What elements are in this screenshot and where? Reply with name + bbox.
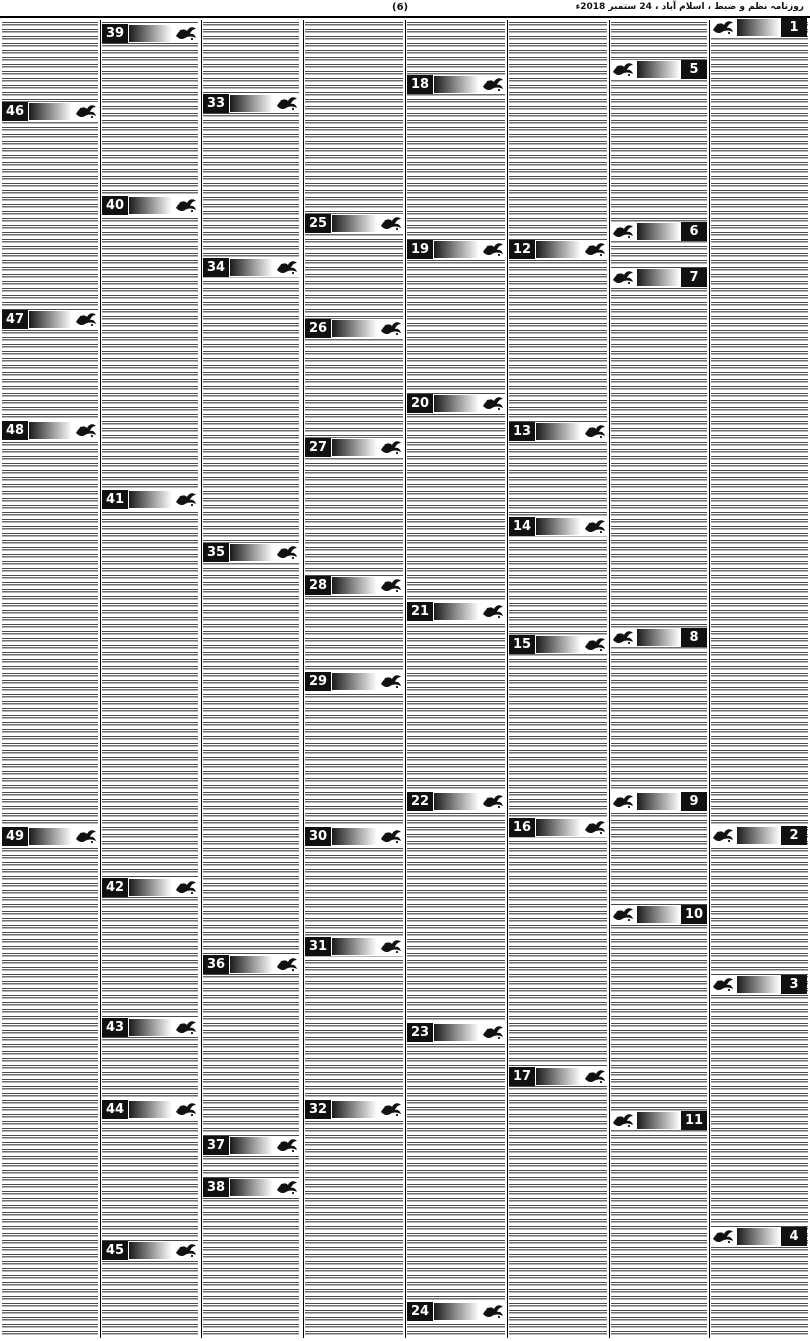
notice-number: 43	[102, 1018, 128, 1037]
notice-number: 7	[681, 268, 707, 287]
notice-number: 32	[305, 1100, 331, 1119]
floral-ornament-icon	[481, 1024, 505, 1041]
notice-number: 36	[203, 955, 229, 974]
column-rule	[709, 20, 710, 1338]
heading-gradient-band	[434, 1303, 479, 1320]
notice-heading-2	[711, 826, 807, 845]
heading-gradient-band	[332, 577, 377, 594]
floral-ornament-icon	[174, 491, 198, 508]
notice-heading-26	[305, 319, 403, 338]
notice-heading-27	[305, 438, 403, 457]
notice-number: 29	[305, 672, 331, 691]
heading-gradient-band	[129, 879, 172, 896]
column-rule	[201, 20, 202, 1338]
heading-gradient-band	[230, 95, 273, 112]
heading-gradient-band	[536, 423, 581, 440]
page-header	[0, 0, 810, 18]
column-rule	[609, 20, 610, 1338]
heading-gradient-band	[637, 629, 680, 646]
notice-heading-1	[711, 18, 807, 37]
masthead: روزنامہ نظم و ضبط ، اسلام آباد ، 24 ستمبر 2018ء	[575, 2, 804, 12]
heading-gradient-band	[129, 197, 172, 214]
notice-heading-3	[711, 975, 807, 994]
floral-ornament-icon	[174, 879, 198, 896]
floral-ornament-icon	[275, 259, 299, 276]
notice-number: 27	[305, 438, 331, 457]
floral-ornament-icon	[379, 938, 403, 955]
notice-heading-34	[203, 258, 299, 277]
notice-heading-25	[305, 214, 403, 233]
column-rule	[507, 20, 508, 1338]
text-column-6	[509, 20, 607, 1338]
heading-gradient-band	[637, 61, 680, 78]
notice-heading-37	[203, 1136, 299, 1155]
notice-number: 37	[203, 1136, 229, 1155]
notice-heading-29	[305, 672, 403, 691]
heading-gradient-band	[536, 1068, 581, 1085]
notice-heading-36	[203, 955, 299, 974]
notice-heading-38	[203, 1178, 299, 1197]
notice-number: 35	[203, 543, 229, 562]
floral-ornament-icon	[611, 223, 635, 240]
floral-ornament-icon	[611, 1112, 635, 1129]
heading-gradient-band	[536, 636, 581, 653]
notice-number: 41	[102, 490, 128, 509]
floral-ornament-icon	[174, 1019, 198, 1036]
heading-gradient-band	[637, 793, 680, 810]
notice-number: 6	[681, 222, 707, 241]
notice-heading-11	[611, 1111, 707, 1130]
floral-ornament-icon	[583, 819, 607, 836]
notice-heading-15	[509, 635, 607, 654]
floral-ornament-icon	[379, 828, 403, 845]
notice-heading-48	[2, 421, 98, 440]
column-rule	[303, 20, 304, 1338]
heading-gradient-band	[434, 76, 479, 93]
notice-number: 47	[2, 310, 28, 329]
floral-ornament-icon	[74, 828, 98, 845]
heading-gradient-band	[29, 103, 72, 120]
notice-number: 28	[305, 576, 331, 595]
floral-ornament-icon	[275, 544, 299, 561]
heading-gradient-band	[230, 1137, 273, 1154]
text-column-5	[407, 20, 505, 1338]
floral-ornament-icon	[481, 603, 505, 620]
floral-ornament-icon	[481, 793, 505, 810]
notice-number: 18	[407, 75, 433, 94]
floral-ornament-icon	[174, 25, 198, 42]
notice-number: 45	[102, 1241, 128, 1260]
heading-gradient-band	[29, 422, 72, 439]
heading-gradient-band	[434, 1024, 479, 1041]
notice-heading-14	[509, 517, 607, 536]
heading-gradient-band	[129, 491, 172, 508]
floral-ornament-icon	[174, 1101, 198, 1118]
notice-number: 9	[681, 792, 707, 811]
notice-heading-10	[611, 905, 707, 924]
heading-gradient-band	[434, 603, 479, 620]
column-rule	[405, 20, 406, 1338]
column-rule	[100, 20, 101, 1338]
notice-number: 2	[781, 826, 807, 845]
floral-ornament-icon	[711, 19, 735, 36]
notice-heading-16	[509, 818, 607, 837]
notice-number: 24	[407, 1302, 433, 1321]
notice-number: 44	[102, 1100, 128, 1119]
heading-gradient-band	[637, 223, 680, 240]
heading-gradient-band	[434, 793, 479, 810]
floral-ornament-icon	[583, 636, 607, 653]
notice-number: 25	[305, 214, 331, 233]
heading-gradient-band	[129, 1242, 172, 1259]
floral-ornament-icon	[711, 827, 735, 844]
notice-heading-9	[611, 792, 707, 811]
notice-heading-20	[407, 394, 505, 413]
heading-gradient-band	[332, 1101, 377, 1118]
notice-number: 15	[509, 635, 535, 654]
notice-heading-8	[611, 628, 707, 647]
notice-heading-31	[305, 937, 403, 956]
floral-ornament-icon	[611, 906, 635, 923]
floral-ornament-icon	[379, 1101, 403, 1118]
floral-ornament-icon	[74, 422, 98, 439]
heading-gradient-band	[737, 827, 780, 844]
floral-ornament-icon	[481, 241, 505, 258]
notice-number: 14	[509, 517, 535, 536]
heading-gradient-band	[637, 269, 680, 286]
notice-heading-23	[407, 1023, 505, 1042]
notice-heading-7	[611, 268, 707, 287]
heading-gradient-band	[737, 19, 780, 36]
notice-heading-41	[102, 490, 198, 509]
notice-heading-4	[711, 1227, 807, 1246]
floral-ornament-icon	[275, 95, 299, 112]
notice-heading-12	[509, 240, 607, 259]
floral-ornament-icon	[711, 976, 735, 993]
notice-heading-17	[509, 1067, 607, 1086]
floral-ornament-icon	[275, 1179, 299, 1196]
heading-gradient-band	[29, 828, 72, 845]
notice-number: 1	[781, 18, 807, 37]
notice-heading-40	[102, 196, 198, 215]
heading-gradient-band	[332, 673, 377, 690]
notice-number: 3	[781, 975, 807, 994]
floral-ornament-icon	[379, 673, 403, 690]
notice-heading-5	[611, 60, 707, 79]
notice-heading-22	[407, 792, 505, 811]
notice-heading-46	[2, 102, 98, 121]
notice-heading-32	[305, 1100, 403, 1119]
notice-number: 39	[102, 24, 128, 43]
notice-heading-45	[102, 1241, 198, 1260]
notice-number: 19	[407, 240, 433, 259]
notice-number: 48	[2, 421, 28, 440]
notice-heading-33	[203, 94, 299, 113]
heading-gradient-band	[637, 906, 680, 923]
floral-ornament-icon	[611, 629, 635, 646]
floral-ornament-icon	[379, 577, 403, 594]
text-column-2	[102, 20, 198, 1338]
floral-ornament-icon	[74, 311, 98, 328]
floral-ornament-icon	[611, 61, 635, 78]
heading-gradient-band	[536, 518, 581, 535]
notice-number: 23	[407, 1023, 433, 1042]
notice-number: 34	[203, 258, 229, 277]
floral-ornament-icon	[379, 439, 403, 456]
notice-number: 42	[102, 878, 128, 897]
heading-gradient-band	[332, 439, 377, 456]
notice-number: 4	[781, 1227, 807, 1246]
floral-ornament-icon	[583, 423, 607, 440]
notice-number: 26	[305, 319, 331, 338]
notice-number: 11	[681, 1111, 707, 1130]
floral-ornament-icon	[379, 215, 403, 232]
heading-gradient-band	[332, 215, 377, 232]
notice-heading-6	[611, 222, 707, 241]
notice-heading-44	[102, 1100, 198, 1119]
notice-number: 16	[509, 818, 535, 837]
floral-ornament-icon	[174, 197, 198, 214]
notice-heading-24	[407, 1302, 505, 1321]
floral-ornament-icon	[481, 395, 505, 412]
floral-ornament-icon	[611, 269, 635, 286]
floral-ornament-icon	[379, 320, 403, 337]
notice-heading-43	[102, 1018, 198, 1037]
heading-gradient-band	[434, 395, 479, 412]
heading-gradient-band	[637, 1112, 680, 1129]
heading-gradient-band	[737, 976, 780, 993]
notice-heading-28	[305, 576, 403, 595]
notice-number: 33	[203, 94, 229, 113]
notice-number: 38	[203, 1178, 229, 1197]
notice-heading-35	[203, 543, 299, 562]
heading-gradient-band	[536, 819, 581, 836]
heading-gradient-band	[230, 956, 273, 973]
notice-number: 46	[2, 102, 28, 121]
floral-ornament-icon	[583, 518, 607, 535]
notice-number: 13	[509, 422, 535, 441]
heading-gradient-band	[332, 320, 377, 337]
heading-gradient-band	[737, 1228, 780, 1245]
floral-ornament-icon	[74, 103, 98, 120]
notice-number: 22	[407, 792, 433, 811]
notice-number: 5	[681, 60, 707, 79]
text-column-7	[611, 20, 707, 1338]
heading-gradient-band	[536, 241, 581, 258]
floral-ornament-icon	[611, 793, 635, 810]
notice-heading-18	[407, 75, 505, 94]
heading-gradient-band	[230, 1179, 273, 1196]
notice-number: 40	[102, 196, 128, 215]
notice-number: 30	[305, 827, 331, 846]
heading-gradient-band	[129, 1101, 172, 1118]
notice-heading-13	[509, 422, 607, 441]
notice-number: 17	[509, 1067, 535, 1086]
notice-heading-30	[305, 827, 403, 846]
floral-ornament-icon	[275, 956, 299, 973]
notice-number: 10	[681, 905, 707, 924]
heading-gradient-band	[332, 938, 377, 955]
heading-gradient-band	[129, 1019, 172, 1036]
notice-heading-21	[407, 602, 505, 621]
notice-number: 31	[305, 937, 331, 956]
text-column-8	[711, 20, 808, 1338]
heading-gradient-band	[29, 311, 72, 328]
notice-heading-19	[407, 240, 505, 259]
page-number: (6)	[392, 2, 409, 13]
notice-number: 8	[681, 628, 707, 647]
heading-gradient-band	[230, 259, 273, 276]
floral-ornament-icon	[481, 1303, 505, 1320]
floral-ornament-icon	[481, 76, 505, 93]
floral-ornament-icon	[174, 1242, 198, 1259]
notice-number: 12	[509, 240, 535, 259]
floral-ornament-icon	[275, 1137, 299, 1154]
text-column-1	[2, 20, 98, 1338]
heading-gradient-band	[434, 241, 479, 258]
notice-number: 20	[407, 394, 433, 413]
heading-gradient-band	[129, 25, 172, 42]
heading-gradient-band	[230, 544, 273, 561]
notice-heading-47	[2, 310, 98, 329]
notice-number: 21	[407, 602, 433, 621]
floral-ornament-icon	[583, 1068, 607, 1085]
heading-gradient-band	[332, 828, 377, 845]
floral-ornament-icon	[583, 241, 607, 258]
notice-number: 49	[2, 827, 28, 846]
floral-ornament-icon	[711, 1228, 735, 1245]
notice-heading-49	[2, 827, 98, 846]
notice-heading-39	[102, 24, 198, 43]
notice-heading-42	[102, 878, 198, 897]
